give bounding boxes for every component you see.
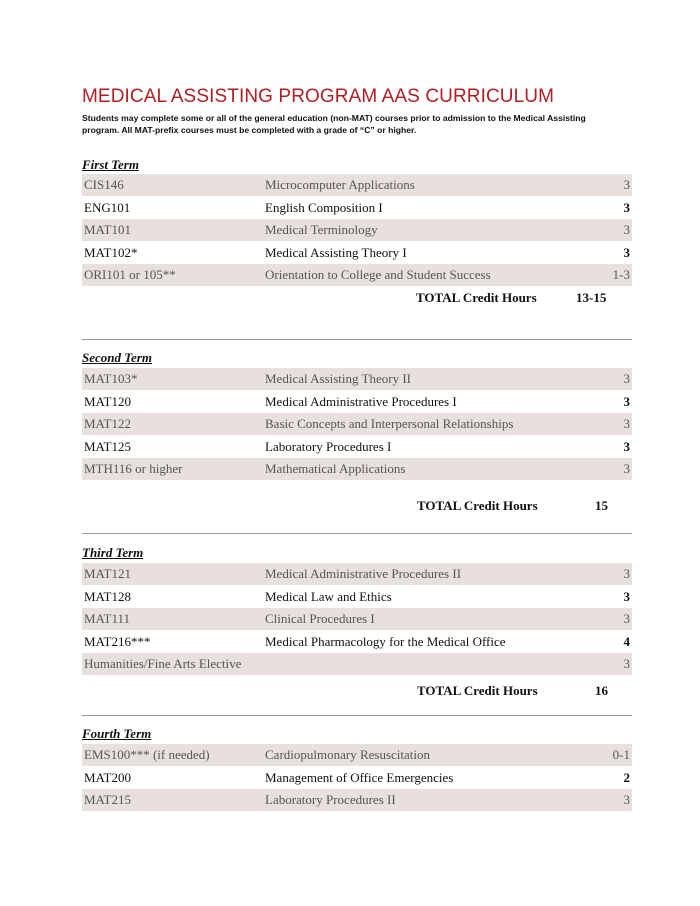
course-name: Medical Assisting Theory I [265,245,407,260]
course-name: Management of Office Emergencies [265,770,454,785]
course-code: MAT111 [84,611,130,626]
course-name: Microcomputer Applications [265,177,415,192]
course-credits: 0-1 [612,747,630,762]
total-label: TOTAL Credit Hours [417,683,538,698]
table-row [82,789,632,811]
table-row [82,744,632,766]
term-heading-third: Third Term [82,545,144,560]
course-code: MAT215 [84,792,131,807]
term-heading-first: First Term [82,157,139,172]
course-credits: 3 [623,656,630,671]
course-code: CIS146 [84,177,124,192]
table-row [82,264,632,286]
table-row [82,563,632,585]
course-name: Cardiopulmonary Resuscitation [265,747,431,762]
section-divider [82,339,632,340]
term-heading-fourth: Fourth Term [82,726,152,741]
course-name: Medical Assisting Theory II [265,371,411,386]
section-divider [82,715,632,716]
table-row [82,219,632,241]
intro-note: Students may complete some or all of the general education (non-MAT) courses prior to admission to the Medical Assisting program. All MAT-prefix courses must be completed with a grade of “C” or higher. [82,113,586,135]
course-credits: 3 [623,416,630,431]
course-credits: 3 [623,792,630,807]
total-label: TOTAL Credit Hours [417,498,538,513]
total-value: 13-15 [576,290,607,305]
section-divider [82,533,632,534]
table-row [82,586,632,608]
course-code: MAT200 [84,770,131,785]
course-credits: 3 [623,439,630,454]
course-code: MAT101 [84,222,131,237]
course-name: Laboratory Procedures II [265,792,396,807]
total-label: TOTAL Credit Hours [416,290,537,305]
course-credits: 3 [623,566,630,581]
table-row [82,458,632,480]
course-code: ORI101 or 105** [84,267,176,282]
course-credits: 2 [623,770,630,785]
table-row [82,197,632,219]
course-credits: 3 [623,461,630,476]
course-name: Medical Pharmacology for the Medical Office [265,634,506,649]
course-name: Orientation to College and Student Success [265,267,491,282]
course-credits: 3 [623,245,630,260]
table-row [82,436,632,458]
table-row [82,653,632,675]
course-name: Medical Administrative Procedures I [265,394,457,409]
course-credits: 4 [623,634,630,649]
course-code: MAT128 [84,589,131,604]
course-credits: 3 [623,394,630,409]
table-row [82,608,632,630]
course-name: Medical Law and Ethics [265,589,392,604]
course-credits: 3 [623,222,630,237]
course-code: ENG101 [84,200,131,215]
course-name: Mathematical Applications [265,461,406,476]
table-row [82,631,632,653]
table-row [82,413,632,435]
course-name: Medical Terminology [265,222,378,237]
course-code: MTH116 or higher [84,461,183,476]
course-code: MAT120 [84,394,131,409]
course-credits: 1-3 [612,267,630,282]
course-credits: 3 [623,589,630,604]
course-credits: 3 [623,371,630,386]
course-credits: 3 [623,177,630,192]
table-row [82,767,632,789]
table-row [82,368,632,390]
course-credits: 3 [623,611,630,626]
table-row [82,242,632,264]
course-name: Medical Administrative Procedures II [265,566,462,581]
course-code: MAT102* [84,245,138,260]
course-name: Clinical Procedures I [265,611,375,626]
course-name: English Composition I [265,200,383,215]
table-row [82,174,632,196]
course-name: Laboratory Procedures I [265,439,392,454]
course-code: MAT125 [84,439,131,454]
term-heading-second: Second Term [82,350,152,365]
course-code: Humanities/Fine Arts Elective [84,656,242,671]
course-credits: 3 [623,200,630,215]
total-value: 15 [595,498,608,513]
course-code: MAT216*** [84,634,151,649]
course-code: MAT103* [84,371,138,386]
course-name: Basic Concepts and Interpersonal Relationships [265,416,514,431]
course-code: MAT121 [84,566,131,581]
table-row [82,391,632,413]
course-code: MAT122 [84,416,131,431]
course-code: EMS100*** (if needed) [84,747,210,762]
total-value: 16 [595,683,608,698]
page-title: MEDICAL ASSISTING PROGRAM AAS CURRICULUM [82,86,555,107]
